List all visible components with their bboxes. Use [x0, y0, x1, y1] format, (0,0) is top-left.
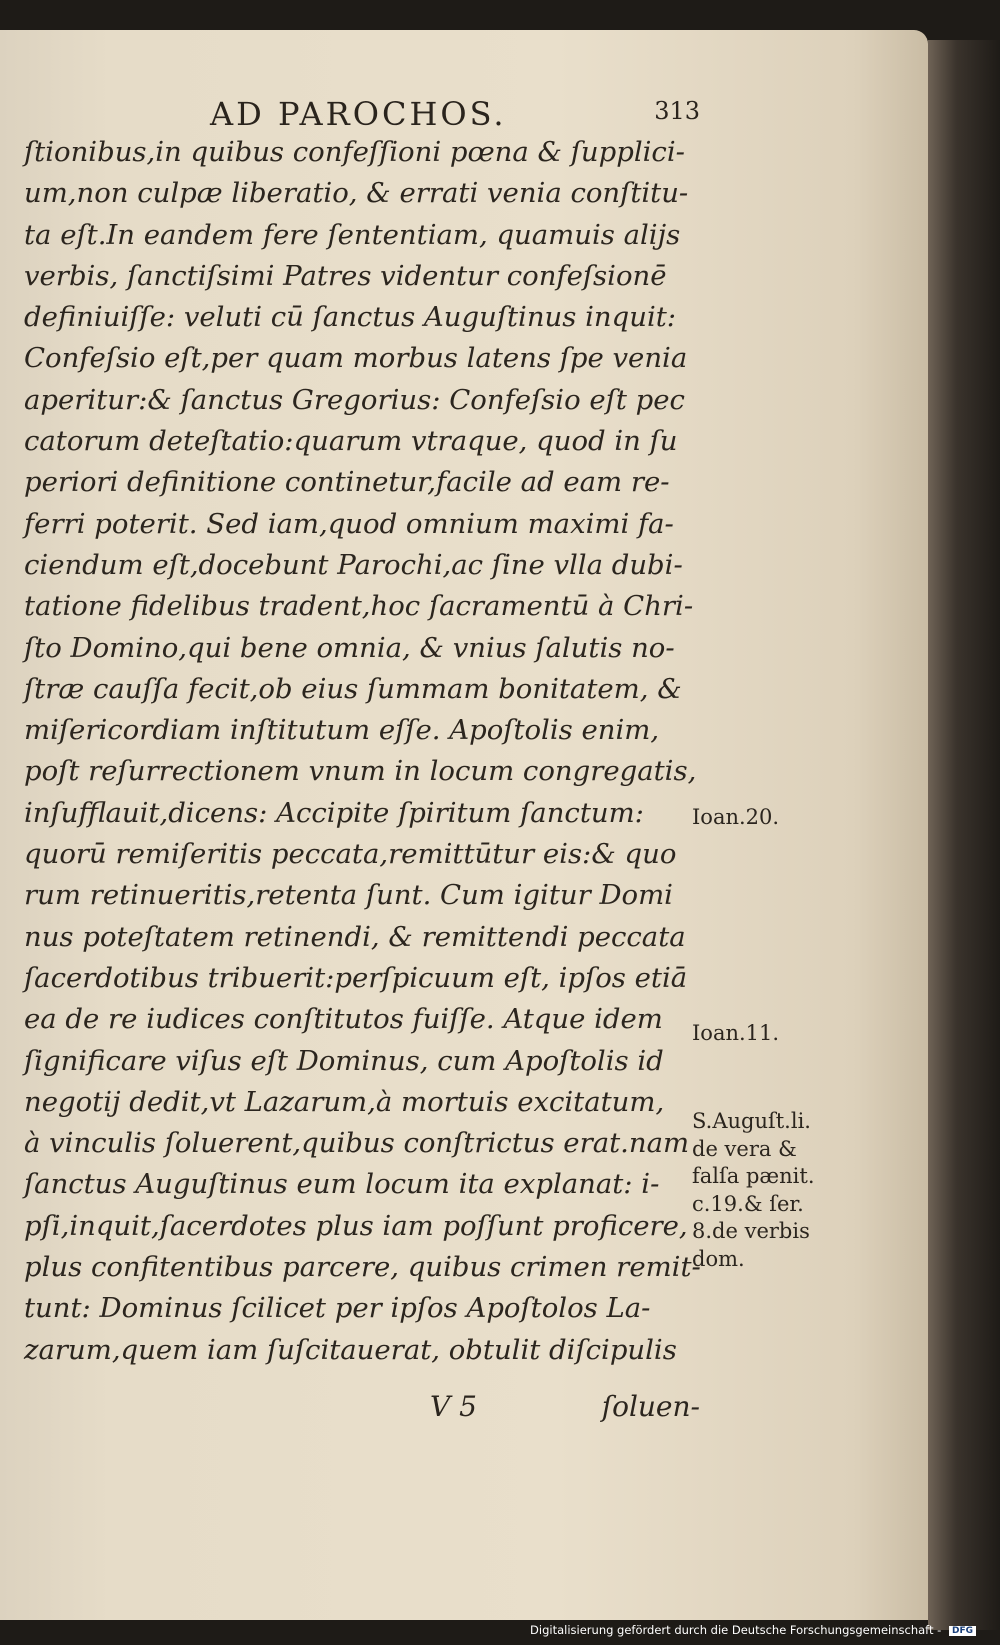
- text-line: pſi,inquit,ſacerdotes plus iam poſſunt proficere,: [24, 1209, 688, 1242]
- text-line: negotij dedit,vt Lazarum,à mortuis excitatum,: [24, 1085, 665, 1118]
- text-line: ſto Domino,qui bene omnia, & vnius ſalutis no-: [24, 631, 675, 664]
- text-line: ſtræ cauſſa fecit,ob eius ſummam bonitatem, &: [24, 672, 682, 705]
- header-title: AD PAROCHOS.: [210, 95, 507, 133]
- margin-note-ioan-20: Ioan.20.: [692, 805, 780, 829]
- text-line: um,non culpæ liberatio, & errati venia conſtitu-: [24, 177, 689, 210]
- text-line: ſacerdotibus tribuerit:perſpicuum eſt, ipſos etiā: [24, 961, 688, 994]
- text-line: tatione fidelibus tradent,hoc ſacramentū à Chri-: [24, 590, 694, 623]
- margin-note-line: de vera &: [692, 1136, 797, 1161]
- catchword: ſoluen-: [601, 1390, 700, 1423]
- body-text: [24, 132, 701, 1371]
- margin-note-line: 8.de verbis: [692, 1219, 810, 1243]
- text-line: poſt reſurrectionem vnum in locum congregatis,: [24, 755, 697, 788]
- text-line: aperitur:& ſanctus Gregorius: Confeſsio eſt pec: [24, 383, 685, 416]
- text-line: zarum,quem iam ſuſcitauerat, obtulit diſcipulis: [24, 1333, 677, 1366]
- page-number: 313: [654, 97, 700, 125]
- text-line: ciendum eſt,docebunt Parochi,ac ſine vlla dubi-: [24, 548, 683, 581]
- text-line: nus poteſtatem retinendi, & remittendi peccata: [24, 920, 686, 953]
- text-line: tunt: Dominus ſcilicet per ipſos Apoſtolos La-: [24, 1292, 651, 1325]
- credit-text: Digitalisierung gefördert durch die Deutsche Forschungsgemeinschaft -: [530, 1623, 942, 1637]
- text-line: verbis, ſanctiſsimi Patres videntur confeſsionē: [24, 259, 667, 292]
- text-line: ta eſt.In eandem fere ſententiam, quamuis alijs: [24, 218, 681, 251]
- page-footer: [420, 1390, 700, 1430]
- text-line: miſericordiam inſtitutum eſſe. Apoſtolis enim,: [24, 714, 660, 747]
- margin-note-line: dom.: [692, 1246, 745, 1271]
- text-line: ferri poterit. Sed iam,quod omnium maximi fa-: [24, 507, 674, 540]
- text-line: Confeſsio eſt,per quam morbus latens ſpe venia: [24, 342, 688, 375]
- signature-mark: V 5: [430, 1390, 477, 1423]
- dfg-logo: DFG: [949, 1626, 976, 1636]
- text-line: ea de re iudices conſtitutos fuiſſe. Atque idem: [24, 1003, 663, 1036]
- margin-note-ioan-11: Ioan.11.: [692, 1021, 780, 1045]
- text-line: ſtionibus,in quibus confeſſioni pœna & ſupplici-: [24, 136, 685, 168]
- page-edge-shadow: [928, 40, 1000, 1630]
- margin-note-line: S.Auguſt.li.: [692, 1109, 811, 1133]
- margin-note-line: c.19.& ſer.: [692, 1191, 804, 1216]
- text-line: à vinculis ſoluerent,quibus conſtrictus erat.nam: [24, 1127, 690, 1160]
- text-line: plus confitentibus parcere, quibus crimen remit-: [24, 1251, 701, 1284]
- text-line: periori definitione continetur,facile ad eam re-: [24, 466, 670, 499]
- digitization-credit: [530, 1623, 976, 1641]
- text-line: quorū remiſeritis peccata,remittūtur eis:& quo: [24, 838, 677, 871]
- text-line: definiuiſſe: veluti cū ſanctus Auguſtinus inquit:: [24, 301, 677, 334]
- text-line: inſufflauit,dicens: Accipite ſpiritum ſanctum:: [24, 796, 644, 829]
- text-line: ſignificare viſus eſt Dominus, cum Apoſtolis id: [24, 1044, 664, 1077]
- margin-note-line: falſa pænit.: [692, 1164, 815, 1188]
- text-line: rum retinueritis,retenta ſunt. Cum igitur Domi: [24, 879, 673, 912]
- margin-note-augustine: [692, 1108, 815, 1273]
- running-header: [210, 95, 700, 135]
- text-line: catorum deteſtatio:quarum vtraque, quod in ſu: [24, 425, 678, 458]
- text-line: ſanctus Auguſtinus eum locum ita explanat: i-: [24, 1168, 660, 1201]
